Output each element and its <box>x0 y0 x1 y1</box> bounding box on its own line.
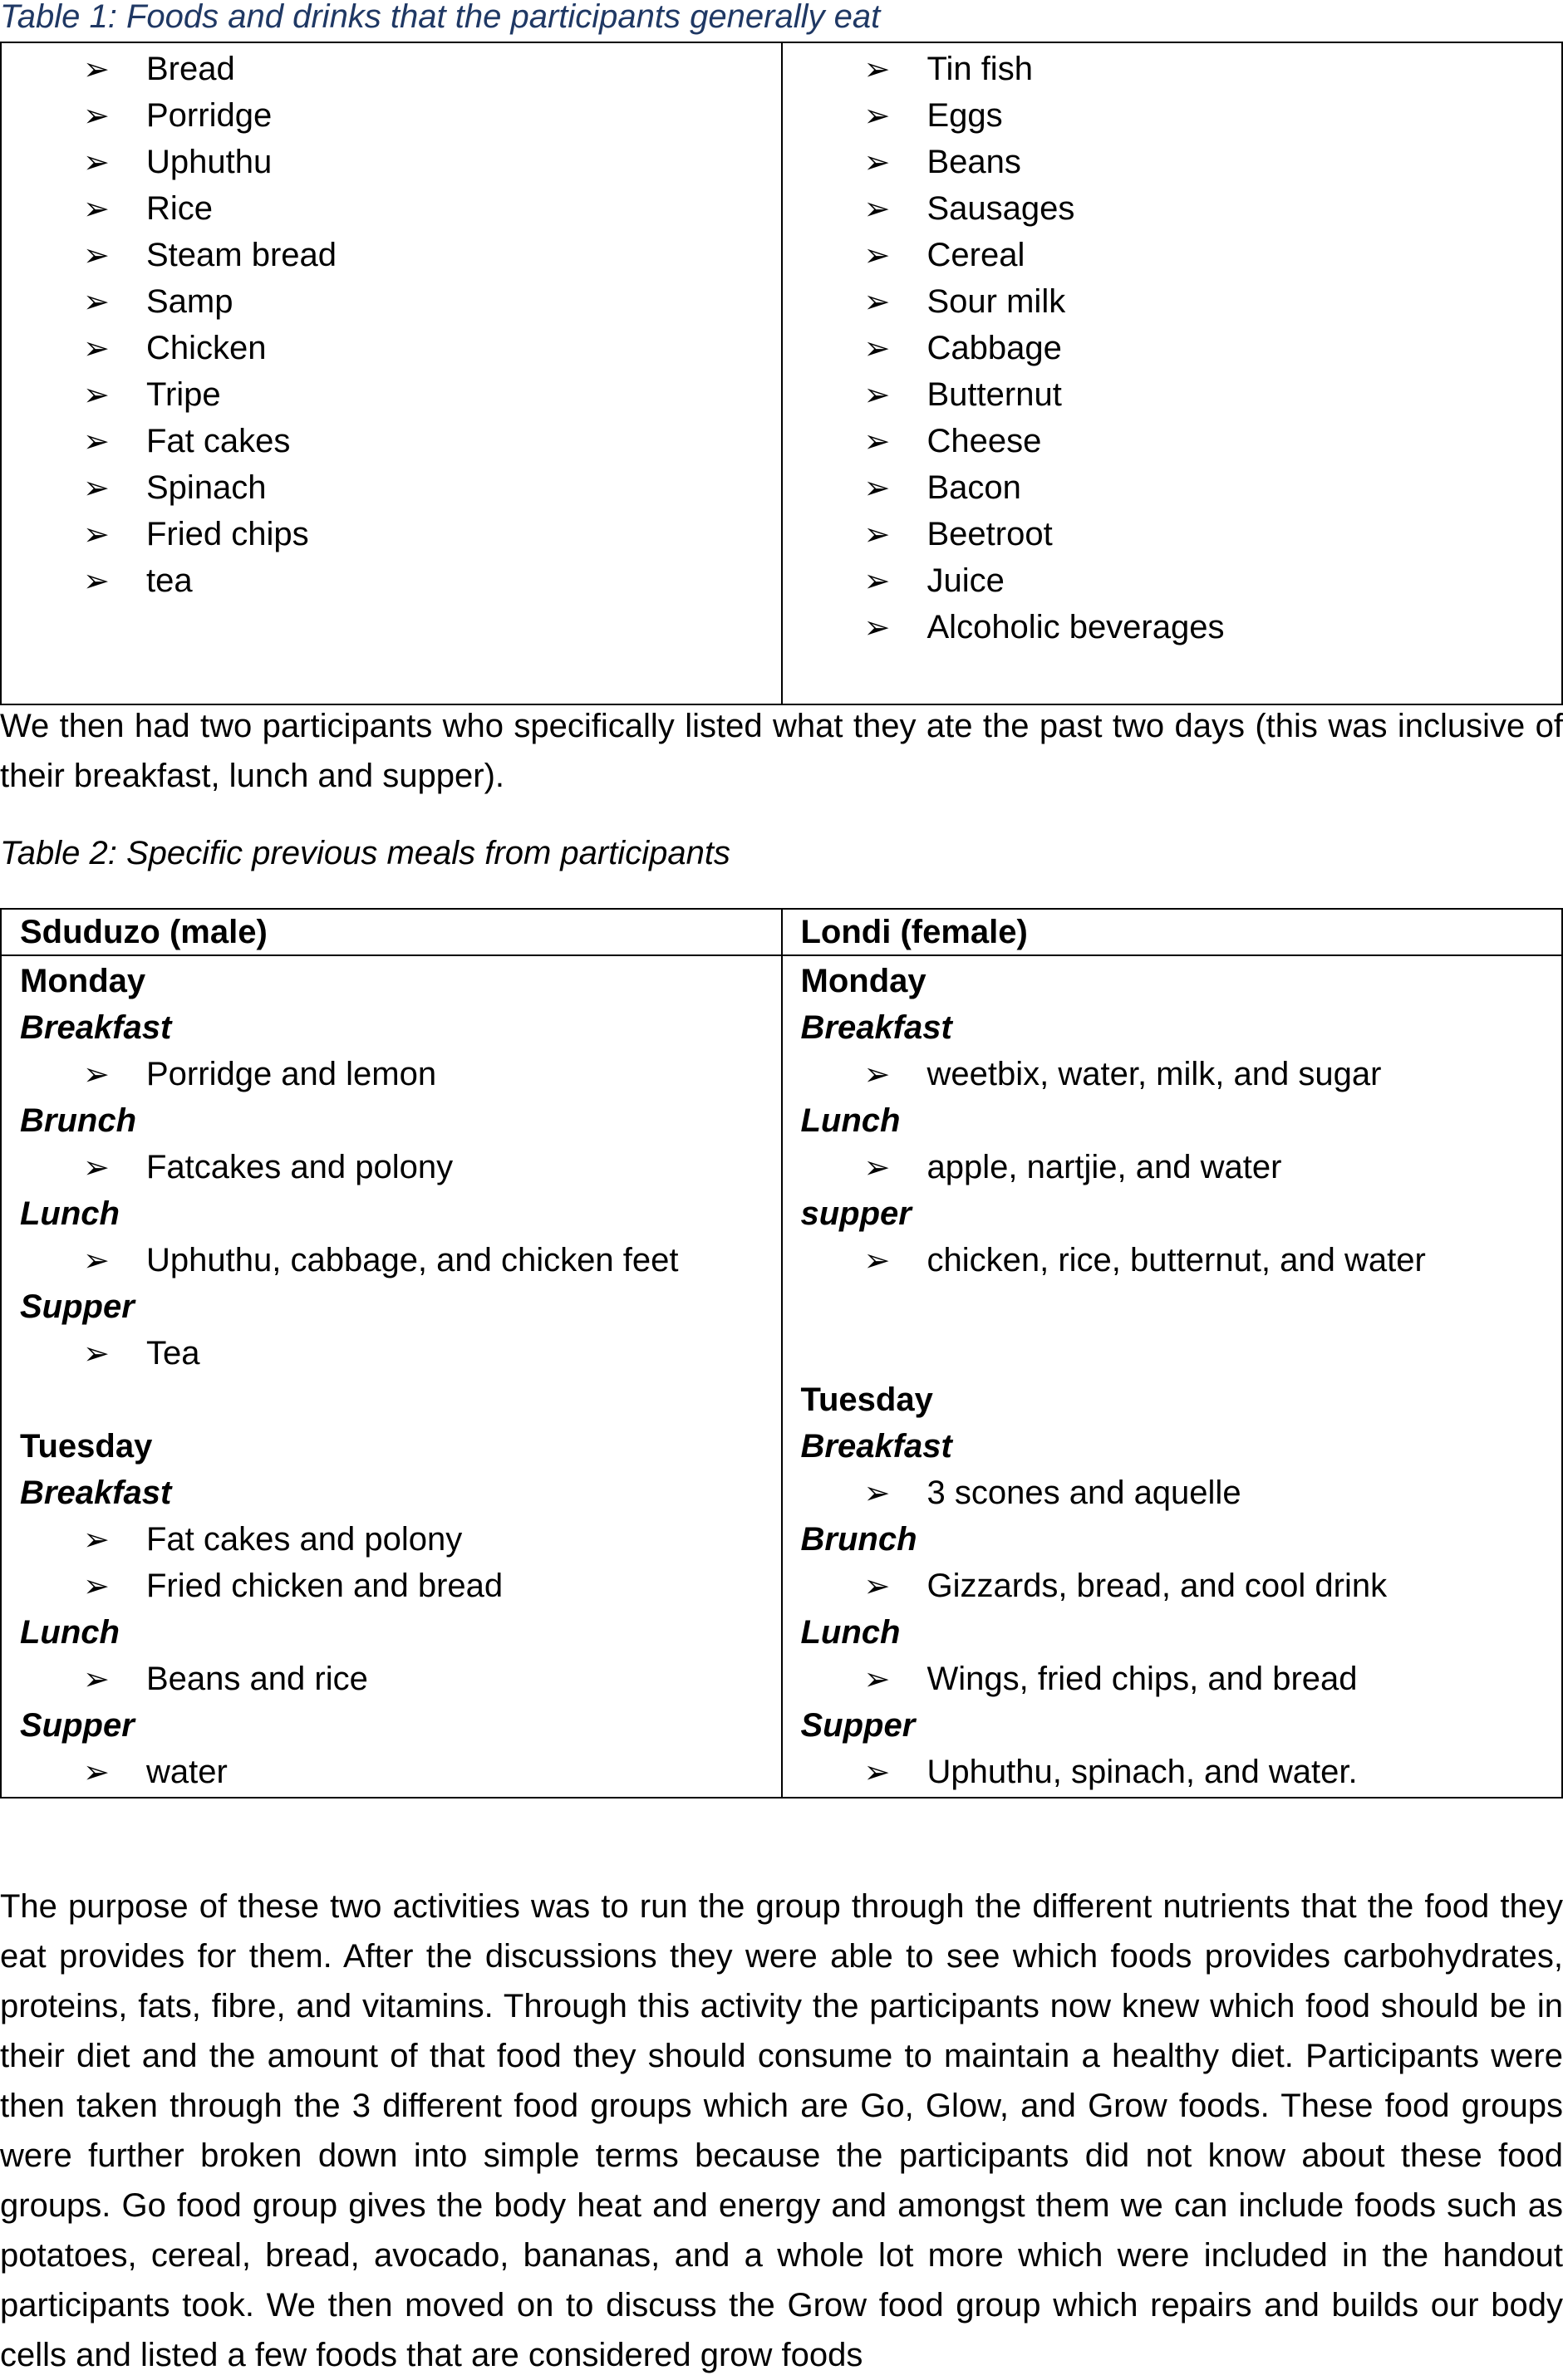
food-list-item <box>783 467 1562 513</box>
arrow-bullet-icon: ➢ <box>83 283 110 320</box>
arrow-bullet-icon: ➢ <box>863 609 891 645</box>
meal-item <box>801 1564 1562 1611</box>
food-name: Fried chips <box>146 516 309 552</box>
meal-item-text: Fried chicken and bread <box>146 1568 504 1604</box>
food-name: Beans <box>926 144 1021 180</box>
meal-heading: Lunch <box>800 1102 901 1139</box>
foods-right-cell <box>782 42 1563 704</box>
food-name: Tripe <box>146 376 221 413</box>
food-list-item <box>2 48 781 95</box>
food-name: Beetroot <box>926 516 1053 552</box>
meal-item-text: Uphuthu, cabbage, and chicken feet <box>146 1242 679 1278</box>
food-name: Eggs <box>926 97 1003 134</box>
meal-item <box>801 1146 1562 1192</box>
meal-item-text: water <box>146 1754 228 1790</box>
meal-item <box>801 1053 1562 1099</box>
arrow-bullet-icon: ➢ <box>863 190 891 227</box>
arrow-bullet-icon: ➢ <box>83 144 110 180</box>
spacer-line <box>801 1285 1562 1332</box>
day-heading: Monday <box>800 963 926 999</box>
meal-item-text: Fatcakes and polony <box>146 1149 454 1185</box>
meal-item <box>801 1750 1562 1797</box>
arrow-bullet-icon: ➢ <box>863 1242 891 1278</box>
food-name: Bread <box>146 51 235 87</box>
arrow-bullet-icon: ➢ <box>83 190 110 227</box>
meal-item-text: weetbix, water, milk, and sugar <box>926 1056 1382 1092</box>
food-name: tea <box>146 562 193 599</box>
arrow-bullet-icon: ➢ <box>863 330 891 366</box>
food-name: Sausages <box>926 190 1075 227</box>
food-list-item <box>783 188 1562 234</box>
food-name: Cereal <box>926 237 1025 273</box>
meal-heading: Brunch <box>800 1521 917 1558</box>
arrow-bullet-icon: ➢ <box>83 562 110 599</box>
food-list-item <box>2 374 781 420</box>
arrow-bullet-icon: ➢ <box>863 1149 891 1185</box>
meal-heading: Brunch <box>20 1102 136 1139</box>
food-list-item <box>2 188 781 234</box>
meal-item <box>20 1053 781 1099</box>
arrow-bullet-icon: ➢ <box>83 1335 110 1372</box>
arrow-bullet-icon: ➢ <box>863 469 891 506</box>
meal-heading: Lunch <box>20 1614 120 1651</box>
arrow-bullet-icon: ➢ <box>83 423 110 459</box>
food-list-item <box>783 141 1562 188</box>
food-name: Porridge <box>146 97 273 134</box>
meal-item-text: 3 scones and aquelle <box>926 1475 1241 1511</box>
table2-caption: Table 2: Specific previous meals from participants <box>0 835 730 871</box>
arrow-bullet-icon: ➢ <box>863 51 891 87</box>
meal-item-text: Fat cakes and polony <box>146 1521 463 1558</box>
food-list-item <box>783 95 1562 141</box>
meal-item <box>801 1471 1562 1518</box>
meal-item-text: Porridge and lemon <box>146 1056 437 1092</box>
meal-heading: Lunch <box>800 1614 901 1651</box>
arrow-bullet-icon: ➢ <box>863 1568 891 1604</box>
foods-right-list <box>783 48 1562 653</box>
arrow-bullet-icon: ➢ <box>863 283 891 320</box>
foods-left-cell <box>1 42 782 704</box>
arrow-bullet-icon: ➢ <box>83 1521 110 1558</box>
arrow-bullet-icon: ➢ <box>83 1242 110 1278</box>
meal-item-text: Tea <box>146 1335 200 1372</box>
food-list-item <box>783 606 1562 653</box>
foods-left-list <box>2 48 781 606</box>
spacer-line <box>801 1332 1562 1378</box>
food-name: Fat cakes <box>146 423 291 459</box>
meal-item-text: apple, nartjie, and water <box>926 1149 1282 1185</box>
meal-heading: Supper <box>800 1707 916 1744</box>
meal-heading: Supper <box>20 1707 135 1744</box>
food-list-item <box>2 234 781 281</box>
arrow-bullet-icon: ➢ <box>863 376 891 413</box>
food-list-item <box>783 513 1562 560</box>
arrow-bullet-icon: ➢ <box>83 51 110 87</box>
meal-item <box>801 1657 1562 1704</box>
food-name: Cabbage <box>926 330 1062 366</box>
arrow-bullet-icon: ➢ <box>863 516 891 552</box>
meal-item-text: Gizzards, bread, and cool drink <box>926 1568 1388 1604</box>
meal-heading: Supper <box>20 1288 135 1325</box>
meal-item <box>801 1239 1562 1285</box>
food-list-item <box>783 327 1562 374</box>
arrow-bullet-icon: ➢ <box>83 376 110 413</box>
food-name: Tin fish <box>926 51 1033 87</box>
meal-item <box>20 1518 781 1564</box>
meal-item <box>20 1750 781 1797</box>
meals-table <box>0 908 1563 1798</box>
day-heading: Tuesday <box>800 1381 933 1418</box>
arrow-bullet-icon: ➢ <box>863 423 891 459</box>
arrow-bullet-icon: ➢ <box>83 330 110 366</box>
arrow-bullet-icon: ➢ <box>83 1568 110 1604</box>
meals-cell-male <box>1 955 782 1798</box>
food-name: Samp <box>146 283 233 320</box>
food-name: Juice <box>926 562 1005 599</box>
food-name: Cheese <box>926 423 1042 459</box>
arrow-bullet-icon: ➢ <box>83 237 110 273</box>
intro-paragraph: We then had two participants who specifically listed what they ate the past two days (this was inclusive of their breakfast, lunch and supper). <box>0 708 1563 794</box>
foods-table <box>0 42 1563 705</box>
food-list-item <box>2 141 781 188</box>
meal-heading: Breakfast <box>800 1428 952 1465</box>
meal-heading: Lunch <box>20 1195 120 1232</box>
arrow-bullet-icon: ➢ <box>863 1056 891 1092</box>
arrow-bullet-icon: ➢ <box>83 469 110 506</box>
arrow-bullet-icon: ➢ <box>863 144 891 180</box>
arrow-bullet-icon: ➢ <box>83 1056 110 1092</box>
meal-item-text: Beans and rice <box>146 1661 368 1697</box>
arrow-bullet-icon: ➢ <box>83 516 110 552</box>
meal-item <box>20 1657 781 1704</box>
discussion-paragraph: The purpose of these two activities was to run the group through the different nutrients that the food they eat provides for them. After the discussions they were able to see which foods provides carbohydrates, proteins, fats, fibre, and vitamins. Through this activity the participants now knew which food should be in their diet and the amount of that food they should consume to maintain a healthy diet. Participants were then taken through the 3 different food groups which are Go, Glow, and Grow foods. These food groups were further broken down into simple terms because the participants did not know about these food groups. Go food group gives the body heat and energy and amongst them we can include foods such as potatoes, cereal, bread, avocado, bananas, and a whole lot more which were included in the handout participants took. We then moved on to discuss the Grow food group which repairs and builds our body cells and listed a few foods that are considered grow foods <box>0 1888 1563 2373</box>
food-list-item <box>783 560 1562 606</box>
meal-item <box>20 1239 781 1285</box>
food-name: Alcoholic beverages <box>926 609 1225 645</box>
food-name: Spinach <box>146 469 267 506</box>
arrow-bullet-icon: ➢ <box>863 237 891 273</box>
food-list-item <box>783 420 1562 467</box>
meal-item <box>20 1564 781 1611</box>
meal-heading: supper <box>800 1195 912 1232</box>
food-list-item <box>783 281 1562 327</box>
food-name: Rice <box>146 190 214 227</box>
day-heading: Tuesday <box>20 1428 153 1465</box>
meal-item-text: Uphuthu, spinach, and water. <box>926 1754 1358 1790</box>
food-list-item <box>2 467 781 513</box>
table1-caption: Table 1: Foods and drinks that the participants generally eat <box>0 0 881 35</box>
food-list-item <box>783 374 1562 420</box>
meal-item <box>20 1332 781 1378</box>
meal-item <box>20 1146 781 1192</box>
spacer-line <box>20 1378 781 1425</box>
meal-item-text: Wings, fried chips, and bread <box>926 1661 1358 1697</box>
food-list-item <box>783 48 1562 95</box>
food-name: Bacon <box>926 469 1021 506</box>
day-heading: Monday <box>20 963 146 999</box>
food-name: Sour milk <box>926 283 1066 320</box>
food-name: Steam bread <box>146 237 337 273</box>
arrow-bullet-icon: ➢ <box>83 1754 110 1790</box>
food-list-item <box>2 95 781 141</box>
food-list-item <box>2 327 781 374</box>
arrow-bullet-icon: ➢ <box>863 1475 891 1511</box>
arrow-bullet-icon: ➢ <box>83 1149 110 1185</box>
meals-cell-female <box>782 955 1563 1798</box>
meal-item-text: chicken, rice, butternut, and water <box>926 1242 1426 1278</box>
arrow-bullet-icon: ➢ <box>863 1754 891 1790</box>
meal-heading: Breakfast <box>20 1009 172 1046</box>
arrow-bullet-icon: ➢ <box>863 562 891 599</box>
arrow-bullet-icon: ➢ <box>83 1661 110 1697</box>
food-list-item <box>2 281 781 327</box>
arrow-bullet-icon: ➢ <box>863 97 891 134</box>
food-list-item <box>2 420 781 467</box>
participant-header-male: Sduduzo (male) <box>1 909 782 955</box>
arrow-bullet-icon: ➢ <box>83 97 110 134</box>
arrow-bullet-icon: ➢ <box>863 1661 891 1697</box>
food-name: Butternut <box>926 376 1062 413</box>
food-name: Uphuthu <box>146 144 273 180</box>
food-list-item <box>2 513 781 560</box>
food-name: Chicken <box>146 330 267 366</box>
food-list-item <box>783 234 1562 281</box>
participant-header-female: Londi (female) <box>782 909 1563 955</box>
food-list-item <box>2 560 781 606</box>
meal-heading: Breakfast <box>20 1475 172 1511</box>
meal-heading: Breakfast <box>800 1009 952 1046</box>
